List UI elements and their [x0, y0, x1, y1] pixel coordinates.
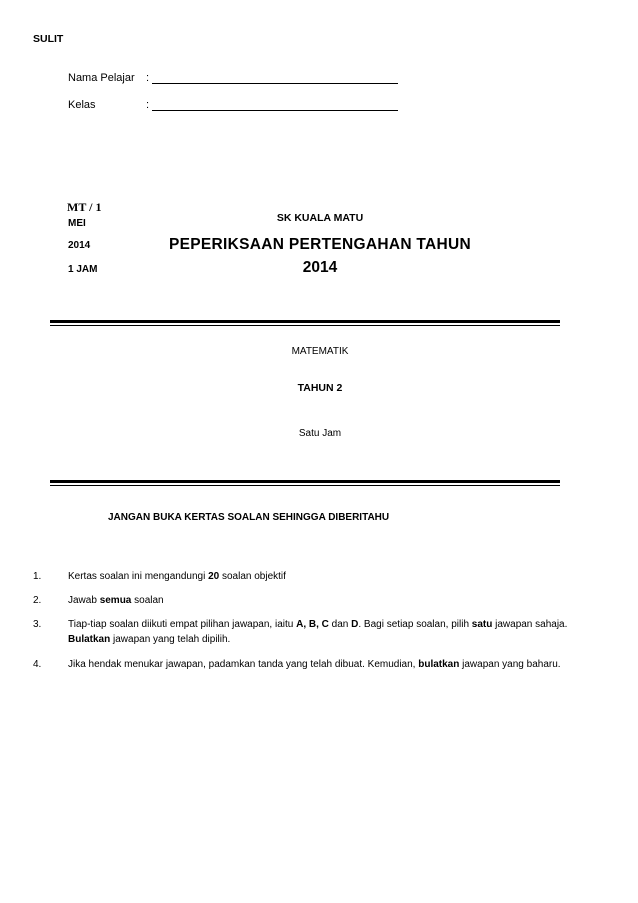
warning-text: JANGAN BUKA KERTAS SOALAN SEHINGGA DIBERITAHU	[108, 512, 390, 523]
exam-title: PEPERIKSAAN PERTENGAHAN TAHUN	[168, 236, 472, 253]
classification-label: SULIT	[33, 33, 64, 45]
grade-level: TAHUN 2	[297, 382, 343, 394]
exam-year-meta: 2014	[68, 240, 91, 251]
divider-top-thin	[50, 325, 560, 326]
class-colon: :	[146, 99, 150, 111]
instruction-number: 4.	[33, 659, 42, 670]
class-field[interactable]	[152, 110, 398, 111]
instruction-number: 1.	[33, 571, 42, 582]
subject-name: MATEMATIK	[291, 346, 349, 357]
student-name-field[interactable]	[152, 83, 398, 84]
student-name-colon: :	[146, 72, 150, 84]
instruction-text: Tiap-tiap soalan diikuti empat pilihan jawapan, iaitu A, B, C dan D. Bagi setiap soalan, pilih satu jawapan sahaja. Bulatkan jawapan yang telah dipilih.	[68, 619, 568, 645]
class-label: Kelas	[68, 99, 96, 111]
divider-bottom-thick	[50, 480, 560, 483]
exam-year: 2014	[302, 259, 338, 276]
student-name-label: Nama Pelajar	[68, 72, 135, 84]
instruction-number: 2.	[33, 595, 42, 606]
instruction-text: Jika hendak menukar jawapan, padamkan tanda yang telah dibuat. Kemudian, bulatkan jawapan yang baharu.	[68, 659, 561, 670]
exam-duration: Satu Jam	[298, 428, 342, 439]
school-name: SK KUALA MATU	[276, 212, 364, 224]
instruction-number: 3.	[33, 619, 42, 630]
divider-top-thick	[50, 320, 560, 323]
instruction-text: Kertas soalan ini mengandungi 20 soalan objektif	[68, 571, 286, 582]
exam-month: MEI	[68, 218, 86, 229]
exam-time: 1 JAM	[68, 264, 98, 275]
paper-code: MT / 1	[67, 200, 102, 214]
divider-bottom-thin	[50, 485, 560, 486]
instruction-text: Jawab semua soalan	[68, 595, 164, 606]
